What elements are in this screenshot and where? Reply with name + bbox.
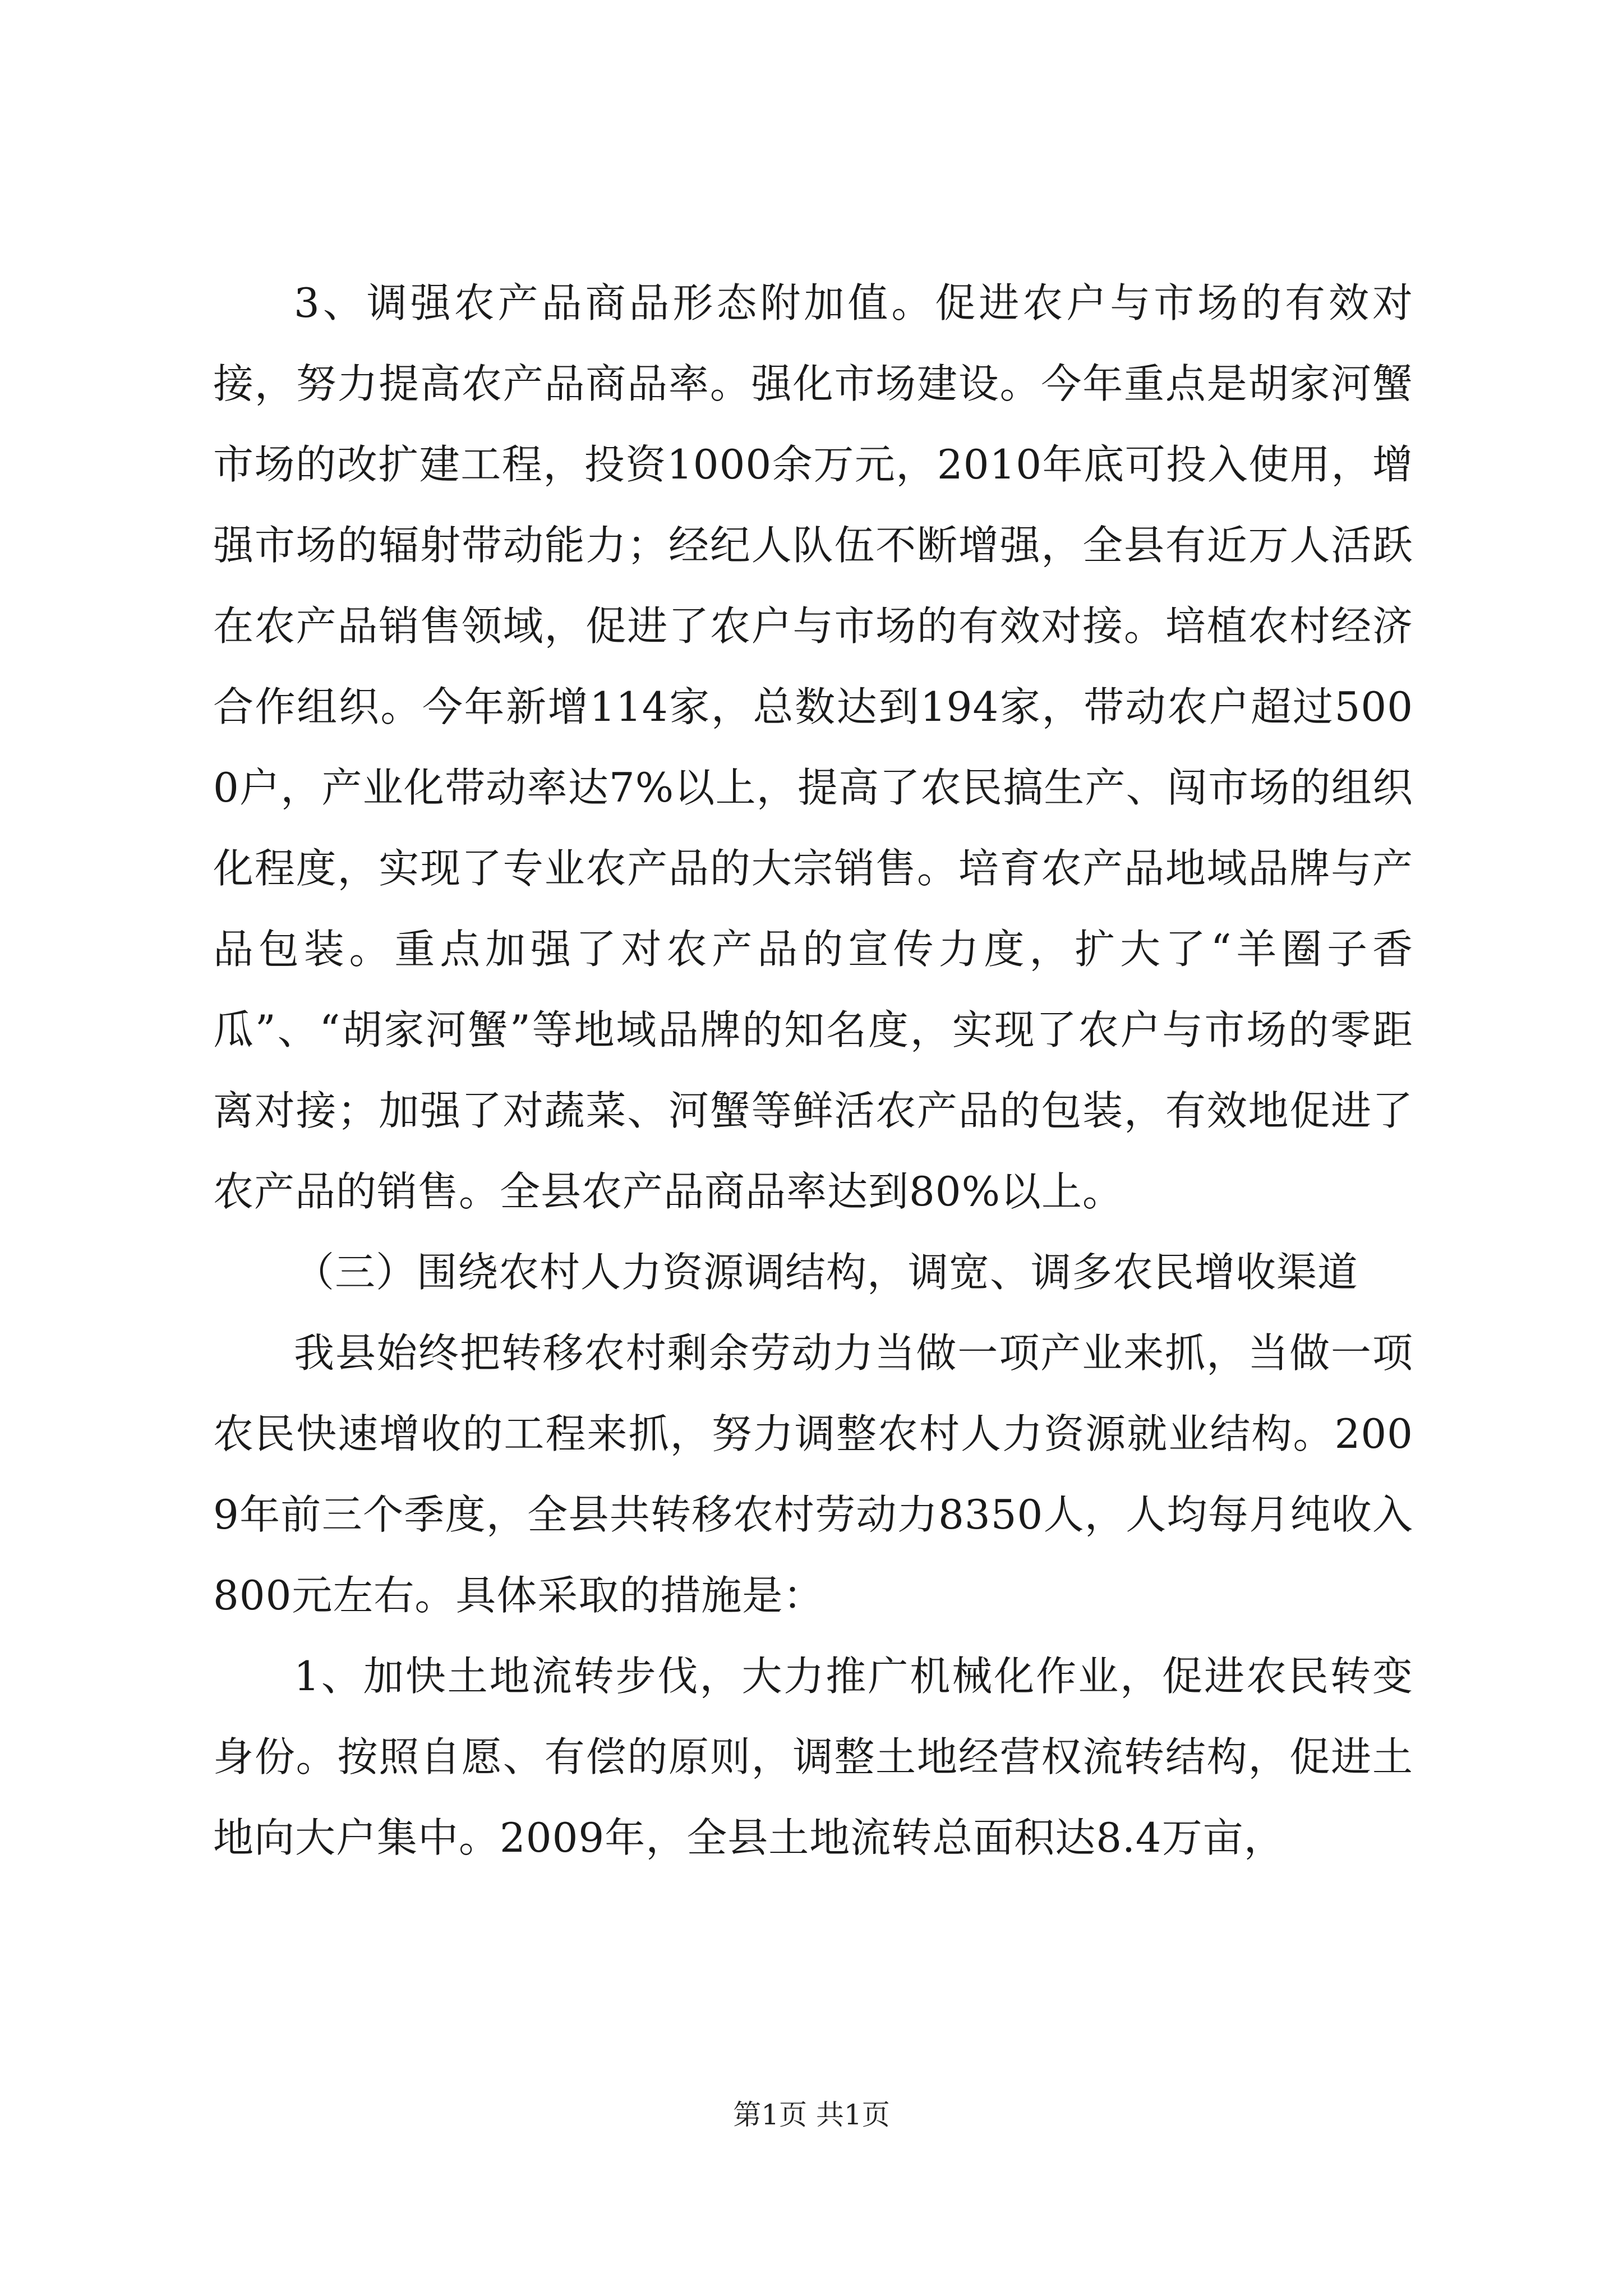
page-footer: 第1页 共1页 bbox=[733, 2099, 890, 2131]
section-heading-human-resources: （三）围绕农村人力资源调结构，调宽、调多农民增收渠道 bbox=[294, 1249, 1359, 1296]
paragraph-labor-transfer: 我县始终把转移农村剩余劳动力当做一项产业来抓，当做一项农民快速增收的工程来抓，努力调整农村人力资源就业结构。2009年前三个季度，全县共转移农村劳动力8350人，人均每月纯收入800元左右。具体采取的措施是： bbox=[213, 1329, 1413, 1619]
document-body bbox=[213, 263, 1413, 1878]
paragraph-market-development: 3、调强农产品商品形态附加值。促进农户与市场的有效对接，努力提高农产品商品率。强化市场建设。今年重点是胡家河蟹市场的改扩建工程，投资1000余万元，2010年底可投入使用，增强市场的辐射带动能力；经纪人队伍不断增强，全县有近万人活跃在农产品销售领域，促进了农户与市场的有效对接。培植农村经济合作组织。今年新增114家，总数达到194家，带动农户超过5000户，产业化带动率达7%以上，提高了农民搞生产、闯市场的组织化程度，实现了专业农产品的大宗销售。培育农产品地域品牌与产品包装。重点加强了对农产品的宣传力度，扩大了“羊圈子香瓜”、“胡家河蟹”等地域品牌的知名度，实现了农户与市场的零距离对接；加强了对蔬菜、河蟹等鲜活农产品的包装，有效地促进了农产品的销售。全县农产品商品率达到80%以上。 bbox=[213, 279, 1413, 1215]
paragraph-land-circulation: 1、加快土地流转步伐，大力推广机械化作业，促进农民转变身份。按照自愿、有偿的原则，调整土地经营权流转结构，促进土地向大户集中。2009年，全县土地流转总面积达8.4万亩， bbox=[213, 1653, 1413, 1861]
